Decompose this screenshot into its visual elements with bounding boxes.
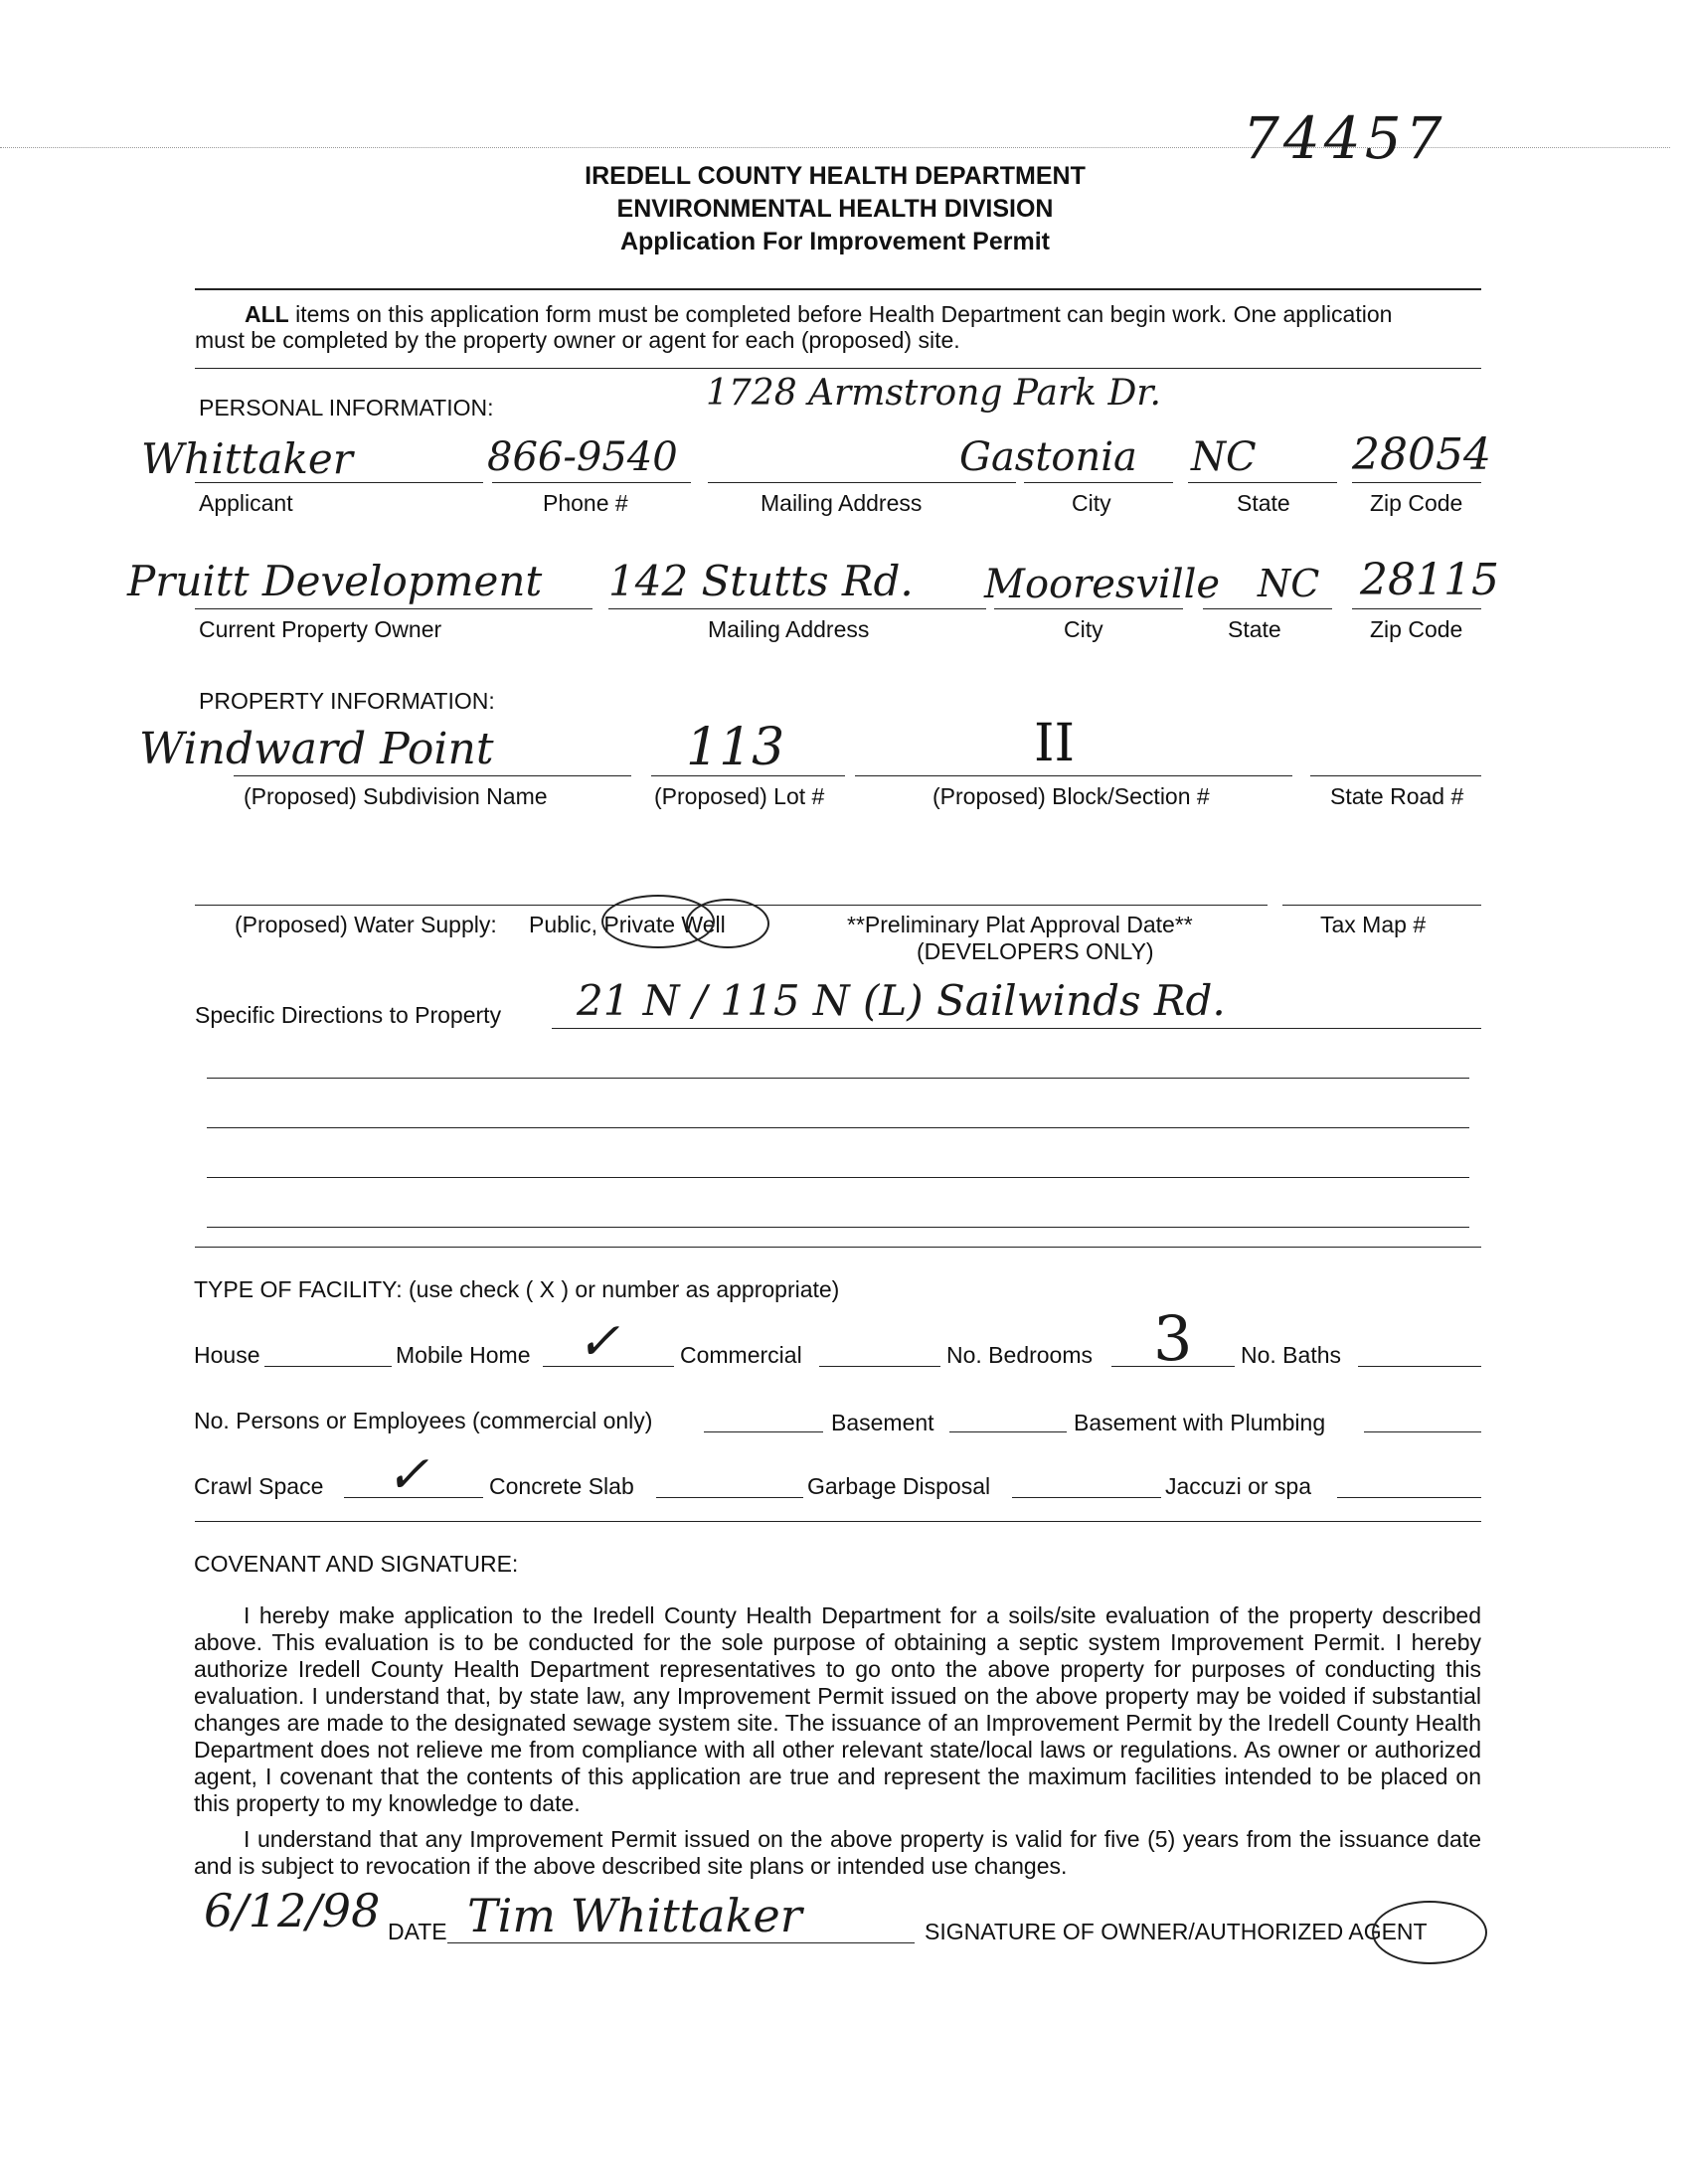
facility-heading: TYPE OF FACILITY: (use check ( X ) or number as appropriate): [194, 1276, 840, 1302]
subdivision-label: (Proposed) Subdivision Name: [244, 783, 548, 809]
block-label: (Proposed) Block/Section #: [932, 783, 1210, 809]
basement-line: [949, 1431, 1067, 1432]
block-line: [855, 775, 1292, 776]
owner-address-value: 142 Stutts Rd.: [608, 557, 914, 605]
garbage-disposal-label: Garbage Disposal: [807, 1473, 991, 1499]
mailing-address-label: Mailing Address: [761, 490, 923, 516]
applicant-label: Applicant: [199, 490, 293, 516]
basement-plumbing-label: Basement with Plumbing: [1074, 1410, 1326, 1435]
owner-city-label: City: [1064, 616, 1103, 642]
divider-top: [195, 288, 1481, 290]
commercial-line: [819, 1366, 940, 1367]
house-line: [264, 1366, 392, 1367]
phone-label: Phone #: [543, 490, 628, 516]
state-value: NC: [1191, 434, 1257, 480]
water-supply-label: (Proposed) Water Supply:: [235, 912, 497, 937]
persons-label: No. Persons or Employees (commercial only): [194, 1408, 653, 1433]
phone-value: 866-9540: [487, 434, 678, 480]
intro-bold: ALL: [245, 301, 289, 327]
header-division: ENVIRONMENTAL HEALTH DIVISION: [616, 195, 1054, 223]
owner-state-value: NC: [1258, 562, 1320, 605]
owner-line: [195, 608, 593, 609]
date-label: DATE: [388, 1919, 447, 1944]
owner-zip-value: 28115: [1360, 555, 1499, 605]
house-label: House: [194, 1342, 260, 1368]
property-heading: PROPERTY INFORMATION:: [199, 688, 495, 714]
covenant-heading: COVENANT AND SIGNATURE:: [194, 1551, 519, 1577]
city-line: [1024, 482, 1173, 483]
lot-value: 113: [686, 718, 785, 777]
lot-line: [651, 775, 845, 776]
covenant-paragraph-2: I understand that any Improvement Permit issued on the above property is valid for five (5) years from the issuance date and is subject to revocation if the above described site plans or intended use changes.: [194, 1826, 1481, 1879]
phone-line: [492, 482, 691, 483]
owner-city-line: [994, 608, 1183, 609]
stamp-number: 74457: [1243, 104, 1446, 172]
directions-label: Specific Directions to Property: [195, 1002, 502, 1028]
owner-mailing-label: Mailing Address: [708, 616, 870, 642]
mobile-home-check: ✓: [577, 1312, 620, 1372]
owner-address-line: [608, 608, 986, 609]
date-value: 6/12/98: [204, 1884, 381, 1937]
intro-rest: items on this application form must be completed before Health Department can begin work. One application: [288, 301, 1393, 327]
intro-line-1: [245, 301, 1392, 328]
signature-value: Tim Whittaker: [467, 1889, 802, 1942]
crawl-space-label: Crawl Space: [194, 1473, 324, 1499]
garbage-disposal-line: [1012, 1497, 1161, 1498]
state-label: State: [1237, 490, 1290, 516]
concrete-slab-line: [656, 1497, 803, 1498]
directions-line-3: [207, 1127, 1469, 1128]
block-value: II: [1034, 714, 1076, 773]
divider-facility: [195, 1521, 1481, 1522]
state-road-label: State Road #: [1330, 783, 1464, 809]
lot-label: (Proposed) Lot #: [654, 783, 825, 809]
directions-line-2: [207, 1078, 1469, 1079]
tax-map-label: Tax Map #: [1320, 912, 1427, 937]
crawl-space-check: ✓: [386, 1445, 429, 1505]
signature-label: SIGNATURE OF OWNER/AUTHORIZED AGENT: [925, 1919, 1428, 1944]
plat-developers-note: (DEVELOPERS ONLY): [917, 938, 1154, 964]
owner-state-label: State: [1228, 616, 1281, 642]
plat-line: [840, 905, 1268, 906]
state-line: [1188, 482, 1337, 483]
mailing-line: [708, 482, 1016, 483]
owner-zip-label: Zip Code: [1370, 616, 1463, 642]
signature-line: [447, 1942, 915, 1943]
plat-approval-label: **Preliminary Plat Approval Date**: [847, 912, 1193, 937]
divider-intro: [195, 368, 1481, 369]
zip-value: 28054: [1352, 429, 1491, 480]
intro-line-2: must be completed by the property owner or agent for each (proposed) site.: [195, 327, 960, 353]
water-supply-options: Public, Private Well: [529, 912, 726, 937]
directions-line-6: [195, 1247, 1481, 1248]
directions-line-4: [207, 1177, 1469, 1178]
directions-value: 21 N / 115 N (L) Sailwinds Rd.: [577, 976, 1226, 1025]
basement-label: Basement: [831, 1410, 934, 1435]
applicant-line: [195, 482, 483, 483]
zip-line: [1352, 482, 1481, 483]
bedrooms-value: 3: [1153, 1302, 1193, 1375]
baths-line: [1358, 1366, 1481, 1367]
owner-city-value: Mooresville: [984, 562, 1221, 607]
directions-line-5: [207, 1227, 1469, 1228]
owner-value: Pruitt Development: [127, 557, 543, 605]
applicant-value: Whittaker: [141, 434, 353, 483]
commercial-label: Commercial: [680, 1342, 802, 1368]
personal-heading: PERSONAL INFORMATION:: [199, 395, 494, 420]
jacuzzi-label: Jaccuzi or spa: [1165, 1473, 1312, 1499]
water-well-circle: [686, 899, 769, 948]
mobile-home-label: Mobile Home: [396, 1342, 531, 1368]
applicant-mailing-address-value: 1728 Armstrong Park Dr.: [706, 373, 1161, 414]
city-label: City: [1072, 490, 1111, 516]
concrete-slab-label: Concrete Slab: [489, 1473, 634, 1499]
zip-label: Zip Code: [1370, 490, 1463, 516]
subdivision-line: [234, 775, 631, 776]
city-value: Gastonia: [959, 434, 1137, 480]
header-department: IREDELL COUNTY HEALTH DEPARTMENT: [585, 162, 1086, 190]
persons-line: [704, 1431, 823, 1432]
jacuzzi-line: [1337, 1497, 1481, 1498]
tax-map-line: [1282, 905, 1481, 906]
subdivision-value: Windward Point: [139, 724, 494, 774]
basement-plumbing-line: [1364, 1431, 1481, 1432]
covenant-paragraph-1: I hereby make application to the Iredell County Health Department for a soils/site evaluation of the property described above. This evaluation is to be conducted for the sole purpose of obtaining a septic system Improvement Permit. I hereby authorize Iredell County Health Department representatives to go onto the above property for purposes of conducting this evaluation. I understand that, by state law, any Improvement Permit issued on the above property may be voided if substantial changes are made to the designated sewage system site. The issuance of an Improvement Permit by the Iredell County Health Department does not relieve me from compliance with all other relevant state/local laws or regulations. As owner or authorized agent, I covenant that the contents of this application are true and represent the maximum facilities intended to be placed on this property to my knowledge to date.: [194, 1602, 1481, 1816]
baths-label: No. Baths: [1241, 1342, 1341, 1368]
owner-state-line: [1203, 608, 1332, 609]
state-road-line: [1310, 775, 1481, 776]
agent-circle: [1372, 1901, 1487, 1964]
bedrooms-label: No. Bedrooms: [946, 1342, 1094, 1368]
owner-label: Current Property Owner: [199, 616, 442, 642]
page-title: Application For Improvement Permit: [619, 228, 1050, 255]
owner-zip-line: [1352, 608, 1481, 609]
directions-line-1: [552, 1028, 1481, 1029]
